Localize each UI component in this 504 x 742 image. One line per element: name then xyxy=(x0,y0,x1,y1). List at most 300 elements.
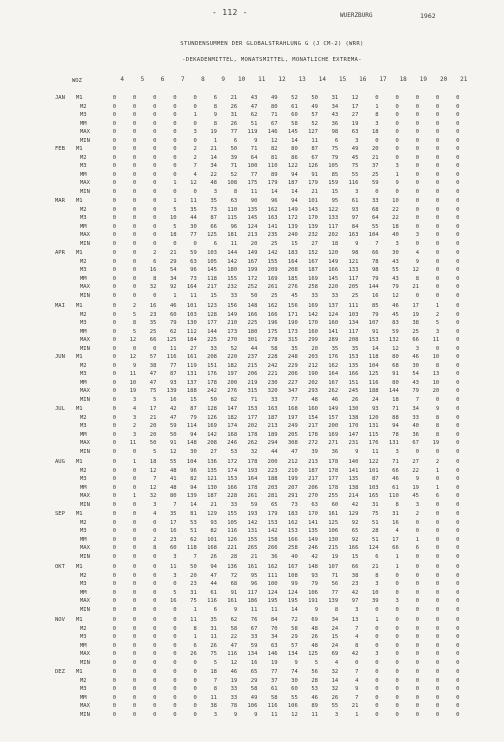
table-cell: 0 xyxy=(415,651,419,657)
table-cell: 0 xyxy=(435,669,440,675)
table-cell: 91 xyxy=(311,171,318,178)
table-row xyxy=(0,207,504,216)
table-cell: 5 xyxy=(132,328,137,335)
table-cell: 12 xyxy=(129,337,137,343)
month-label: OKT xyxy=(55,564,65,570)
table-cell: 0 xyxy=(112,598,116,604)
table-cell: 61 xyxy=(270,686,278,692)
table-cell: 11 xyxy=(169,564,177,570)
table-cell: 0 xyxy=(456,223,460,230)
table-cell: 8 xyxy=(213,686,217,692)
table-cell: 20 xyxy=(311,345,318,352)
table-cell: 156 xyxy=(287,303,298,309)
table-cell: 195 xyxy=(287,598,298,604)
table-cell: 8 xyxy=(415,275,419,282)
table-cell: 0 xyxy=(456,511,460,517)
table-cell: 0 xyxy=(112,553,116,560)
table-cell: 0 xyxy=(456,112,460,118)
table-cell: 96 xyxy=(230,223,238,230)
stat-label: M1 xyxy=(76,669,83,675)
stat-label: MM xyxy=(80,589,87,596)
stat-label: MM xyxy=(80,379,87,386)
table-cell: 94 xyxy=(190,431,197,438)
table-cell: 0 xyxy=(132,598,137,604)
table-cell: 0 xyxy=(415,659,419,666)
table-cell: 24 xyxy=(331,642,339,649)
table-cell: 78 xyxy=(230,703,238,709)
table-cell: 60 xyxy=(291,686,298,692)
table-cell: 5 xyxy=(132,311,137,318)
table-cell: 1 xyxy=(395,171,399,178)
table-cell: 166 xyxy=(267,311,278,318)
table-cell: 3 xyxy=(213,188,217,195)
table-cell: 0 xyxy=(395,703,399,709)
table-cell: 49 xyxy=(311,103,318,110)
table-cell: 0 xyxy=(132,606,137,613)
table-cell: 125 xyxy=(328,519,339,526)
table-cell: 155 xyxy=(227,511,238,517)
table-row xyxy=(0,129,504,138)
table-cell: 0 xyxy=(132,275,137,282)
table-cell: 0 xyxy=(456,625,460,632)
table-cell: 1 xyxy=(193,112,197,118)
table-cell: 0 xyxy=(112,112,116,118)
table-cell: 105 xyxy=(227,519,238,526)
table-cell: 39 xyxy=(371,598,379,604)
table-cell: 123 xyxy=(207,303,217,309)
table-cell: 139 xyxy=(308,223,318,230)
table-cell: 16 xyxy=(169,396,177,403)
table-cell: 7 xyxy=(415,396,419,403)
table-cell: 0 xyxy=(435,617,440,623)
table-cell: 77 xyxy=(230,129,238,135)
table-cell: 4 xyxy=(415,250,419,256)
table-cell: 131 xyxy=(388,440,399,446)
table-cell: 0 xyxy=(112,677,116,684)
table-cell: 145 xyxy=(207,267,217,273)
table-cell: 26 xyxy=(190,651,197,657)
table-row xyxy=(0,695,504,704)
table-cell: 221 xyxy=(267,371,278,377)
table-cell: 0 xyxy=(435,206,440,213)
table-cell: 0 xyxy=(153,163,157,169)
table-row xyxy=(0,581,504,590)
table-cell: 0 xyxy=(395,572,399,579)
table-cell: 0 xyxy=(132,258,137,265)
table-row xyxy=(0,626,504,635)
table-cell: 16 xyxy=(149,267,157,273)
table-cell: 141 xyxy=(308,519,318,526)
table-cell: 18 xyxy=(210,669,217,675)
table-cell: 155 xyxy=(267,258,278,265)
table-cell: 0 xyxy=(153,171,157,178)
table-cell: 0 xyxy=(112,337,116,343)
hour-header-15: 15 xyxy=(338,76,347,83)
table-cell: 0 xyxy=(173,112,177,118)
stat-label: MIN xyxy=(80,396,90,403)
month-block-okt xyxy=(0,564,504,615)
table-cell: 0 xyxy=(456,581,460,587)
table-cell: 0 xyxy=(435,180,440,186)
table-cell: 8 xyxy=(435,362,440,369)
table-cell: 77 xyxy=(169,362,177,369)
table-cell: 202 xyxy=(247,423,258,429)
table-cell: 50 xyxy=(250,292,258,299)
table-cell: 97 xyxy=(351,215,359,221)
table-cell: 25 xyxy=(351,292,359,299)
table-cell: 0 xyxy=(132,677,137,684)
table-cell: 0 xyxy=(435,103,440,110)
table-cell: 112 xyxy=(186,328,197,335)
table-cell: 50 xyxy=(169,431,177,438)
table-cell: 0 xyxy=(112,311,116,318)
table-cell: 10 xyxy=(432,354,440,360)
table-cell: 0 xyxy=(415,137,419,144)
table-cell: 0 xyxy=(415,206,419,213)
table-cell: 262 xyxy=(247,440,258,446)
table-cell: 0 xyxy=(435,292,440,299)
table-cell: 0 xyxy=(112,371,116,377)
table-cell: 33 xyxy=(230,686,238,692)
stat-label: M3 xyxy=(80,581,87,587)
table-cell: 0 xyxy=(456,311,460,318)
table-cell: 152 xyxy=(308,250,318,256)
table-cell: 65 xyxy=(351,528,359,534)
table-cell: 189 xyxy=(267,431,278,438)
table-cell: 1 xyxy=(395,564,399,570)
table-cell: 124 xyxy=(267,589,278,596)
table-cell: 31 xyxy=(190,589,197,596)
table-cell: 5 xyxy=(173,589,177,596)
table-cell: 0 xyxy=(153,519,157,526)
table-cell: 38 xyxy=(149,362,157,369)
table-cell: 61 xyxy=(392,484,399,491)
table-cell: 6 xyxy=(435,493,440,499)
table-cell: 11 xyxy=(190,292,197,299)
table-cell: 141 xyxy=(267,223,278,230)
table-row xyxy=(0,329,504,338)
table-cell: 66 xyxy=(351,564,359,570)
table-cell: 2 xyxy=(435,459,440,465)
table-cell: 33 xyxy=(331,292,339,299)
table-cell: 162 xyxy=(287,519,298,526)
table-cell: 79 xyxy=(412,388,419,394)
table-cell: 101 xyxy=(308,198,318,204)
table-cell: 12 xyxy=(169,448,177,455)
table-cell: 0 xyxy=(456,267,460,273)
table-cell: 176 xyxy=(328,354,339,360)
table-cell: 0 xyxy=(435,284,440,290)
table-cell: 0 xyxy=(395,188,399,195)
table-cell: 135 xyxy=(247,206,258,213)
table-cell: 262 xyxy=(328,388,339,394)
table-cell: 1 xyxy=(435,303,440,309)
table-cell: 12 xyxy=(149,484,157,491)
table-cell: 125 xyxy=(166,337,177,343)
table-cell: 7 xyxy=(375,240,379,247)
table-cell: 46 xyxy=(392,476,399,482)
table-cell: 0 xyxy=(132,129,137,135)
table-cell: 0 xyxy=(193,120,197,127)
table-cell: 31 xyxy=(230,112,238,118)
table-cell: 0 xyxy=(435,572,440,579)
table-cell: 0 xyxy=(435,651,440,657)
table-cell: 100 xyxy=(247,163,258,169)
table-cell: 11 xyxy=(190,198,197,204)
table-cell: 0 xyxy=(456,379,460,386)
table-cell: 0 xyxy=(112,467,116,474)
table-cell: 63 xyxy=(270,642,278,649)
table-row xyxy=(0,415,504,424)
table-cell: 0 xyxy=(456,362,460,369)
table-cell: 58 xyxy=(270,345,278,352)
table-cell: 93 xyxy=(311,572,318,579)
table-cell: 36 xyxy=(270,553,278,560)
table-cell: 0 xyxy=(153,642,157,649)
stat-label: M2 xyxy=(80,362,87,369)
table-cell: 0 xyxy=(153,694,157,701)
table-cell: 0 xyxy=(375,634,379,640)
table-cell: 135 xyxy=(207,467,217,474)
table-cell: 0 xyxy=(132,545,137,551)
table-cell: 79 xyxy=(331,154,339,161)
table-cell: 119 xyxy=(247,129,258,135)
table-cell: 21 xyxy=(210,501,217,508)
table-cell: 166 xyxy=(348,371,359,377)
table-cell: 88 xyxy=(392,414,399,421)
table-cell: 0 xyxy=(415,129,419,135)
table-cell: 0 xyxy=(153,634,157,640)
table-cell: 0 xyxy=(435,634,440,640)
table-cell: 129 xyxy=(348,511,359,517)
table-cell: 71 xyxy=(250,396,258,403)
table-cell: 215 xyxy=(328,545,339,551)
table-cell: 172 xyxy=(247,275,258,282)
table-cell: 0 xyxy=(375,677,379,684)
table-cell: 0 xyxy=(132,215,137,221)
table-cell: 71 xyxy=(331,572,339,579)
table-cell: 0 xyxy=(415,120,419,127)
table-cell: 0 xyxy=(132,171,137,178)
table-cell: 0 xyxy=(173,677,177,684)
table-cell: 145 xyxy=(247,215,258,221)
table-cell: 0 xyxy=(112,303,116,309)
table-cell: 1 xyxy=(132,493,137,499)
table-cell: 49 xyxy=(351,146,359,152)
table-cell: 187 xyxy=(308,267,318,273)
table-cell: 81 xyxy=(270,154,278,161)
table-cell: 205 xyxy=(348,284,359,290)
table-cell: 50 xyxy=(230,146,238,152)
table-cell: 62 xyxy=(190,536,197,543)
table-cell: 0 xyxy=(153,598,157,604)
table-cell: 3 xyxy=(355,188,359,195)
table-cell: 0 xyxy=(132,625,137,632)
table-cell: 0 xyxy=(456,163,460,169)
table-cell: 0 xyxy=(112,180,116,186)
table-cell: 80 xyxy=(392,379,399,386)
table-cell: 0 xyxy=(132,448,137,455)
table-cell: 0 xyxy=(456,536,460,543)
table-cell: 0 xyxy=(112,120,116,127)
table-cell: 182 xyxy=(227,362,238,369)
table-cell: 45 xyxy=(412,493,419,499)
table-cell: 148 xyxy=(247,303,258,309)
table-cell: 0 xyxy=(456,431,460,438)
table-cell: 161 xyxy=(247,564,258,570)
table-cell: 0 xyxy=(132,694,137,701)
table-cell: 0 xyxy=(375,686,379,692)
table-cell: 3 xyxy=(375,120,379,127)
table-cell: 1 xyxy=(435,484,440,491)
table-cell: 66 xyxy=(412,337,419,343)
table-cell: 0 xyxy=(395,154,399,161)
table-cell: 0 xyxy=(456,634,460,640)
table-cell: 0 xyxy=(112,154,116,161)
stat-label: MAX xyxy=(80,598,90,604)
year: 1962 xyxy=(420,12,436,20)
month-label: JAN xyxy=(55,95,65,101)
table-cell: 105 xyxy=(207,258,217,265)
table-cell: 22 xyxy=(230,634,238,640)
table-cell: 45 xyxy=(351,154,359,161)
table-cell: 29 xyxy=(250,677,258,684)
table-row xyxy=(0,660,504,669)
table-cell: 193 xyxy=(247,511,258,517)
table-cell: 0 xyxy=(132,250,137,256)
table-cell: 20 xyxy=(432,388,440,394)
table-cell: 0 xyxy=(112,545,116,551)
table-cell: 42 xyxy=(311,553,318,560)
table-cell: 0 xyxy=(132,634,137,640)
table-cell: 139 xyxy=(287,223,298,230)
table-cell: 19 xyxy=(230,677,238,684)
table-cell: 0 xyxy=(112,617,116,623)
table-cell: 0 xyxy=(435,659,440,666)
table-cell: 0 xyxy=(132,642,137,649)
table-cell: 0 xyxy=(112,536,116,543)
table-cell: 21 xyxy=(371,564,379,570)
table-cell: 0 xyxy=(415,95,419,101)
stat-label: MM xyxy=(80,484,87,491)
table-cell: 228 xyxy=(227,493,238,499)
table-cell: 0 xyxy=(435,448,440,455)
table-cell: 80 xyxy=(169,493,177,499)
table-cell: 0 xyxy=(456,120,460,127)
table-cell: 5 xyxy=(173,223,177,230)
table-cell: 13 xyxy=(432,371,440,377)
table-row xyxy=(0,573,504,582)
table-cell: 33 xyxy=(412,414,419,421)
table-cell: 11 xyxy=(311,137,318,144)
stat-label: MIN xyxy=(80,345,90,352)
table-cell: 187 xyxy=(207,493,217,499)
table-cell: 6 xyxy=(213,95,217,101)
table-cell: 0 xyxy=(153,129,157,135)
table-cell: 73 xyxy=(210,206,217,213)
table-cell: 0 xyxy=(173,642,177,649)
table-cell: 116 xyxy=(166,354,177,360)
table-cell: 25 xyxy=(270,292,278,299)
table-cell: 116 xyxy=(227,528,238,534)
table-row xyxy=(0,493,504,502)
table-cell: 92 xyxy=(169,284,177,290)
table-cell: 46 xyxy=(412,354,419,360)
table-cell: 148 xyxy=(186,440,197,446)
table-cell: 65 xyxy=(270,501,278,508)
table-cell: 16 xyxy=(169,528,177,534)
table-cell: 64 xyxy=(250,154,258,161)
table-cell: 110 xyxy=(227,206,238,213)
table-cell: 180 xyxy=(247,328,258,335)
table-cell: 178 xyxy=(328,459,339,465)
table-cell: 0 xyxy=(435,232,440,238)
stat-label: MM xyxy=(80,171,87,178)
table-cell: 11 xyxy=(129,440,137,446)
table-cell: 91 xyxy=(230,589,238,596)
month-label: MAR xyxy=(55,198,65,204)
table-cell: 9 xyxy=(213,112,217,118)
table-cell: 67 xyxy=(270,120,278,127)
month-block-mai xyxy=(0,303,504,354)
table-row xyxy=(0,163,504,172)
table-cell: 203 xyxy=(308,354,318,360)
table-cell: 22 xyxy=(392,206,399,213)
table-cell: 103 xyxy=(207,250,217,256)
stat-label: MM xyxy=(80,694,87,701)
stat-label: M2 xyxy=(80,311,87,318)
table-cell: 208 xyxy=(207,354,217,360)
table-cell: 0 xyxy=(395,642,399,649)
table-cell: 30 xyxy=(412,362,419,369)
stat-label: MM xyxy=(80,328,87,335)
table-cell: 174 xyxy=(227,467,238,474)
stat-label: MM xyxy=(80,536,87,543)
table-cell: 78 xyxy=(371,258,379,265)
table-cell: 69 xyxy=(331,651,339,657)
table-cell: 0 xyxy=(435,223,440,230)
table-cell: 0 xyxy=(456,258,460,265)
table-cell: 0 xyxy=(112,476,116,482)
table-row xyxy=(0,371,504,380)
table-cell: 0 xyxy=(395,606,399,613)
table-cell: 140 xyxy=(348,459,359,465)
table-row xyxy=(0,293,504,302)
table-cell: 0 xyxy=(132,112,137,118)
table-cell: 209 xyxy=(267,267,278,273)
table-cell: 0 xyxy=(112,171,116,178)
table-cell: 0 xyxy=(456,617,460,623)
table-cell: 190 xyxy=(287,320,298,326)
table-cell: 96 xyxy=(190,267,197,273)
month-block-jul xyxy=(0,406,504,457)
table-cell: 77 xyxy=(190,232,197,238)
table-cell: 149 xyxy=(247,250,258,256)
table-row xyxy=(0,406,504,415)
table-cell: 0 xyxy=(173,669,177,675)
table-cell: 1 xyxy=(395,553,399,560)
table-cell: 94 xyxy=(190,484,197,491)
table-cell: 0 xyxy=(415,606,419,613)
table-cell: 0 xyxy=(112,484,116,491)
table-cell: 220 xyxy=(227,354,238,360)
table-cell: 0 xyxy=(435,215,440,221)
table-cell: 1 xyxy=(415,536,419,543)
table-cell: 0 xyxy=(456,103,460,110)
table-cell: 0 xyxy=(435,137,440,144)
table-row xyxy=(0,520,504,529)
table-cell: 2 xyxy=(193,146,197,152)
